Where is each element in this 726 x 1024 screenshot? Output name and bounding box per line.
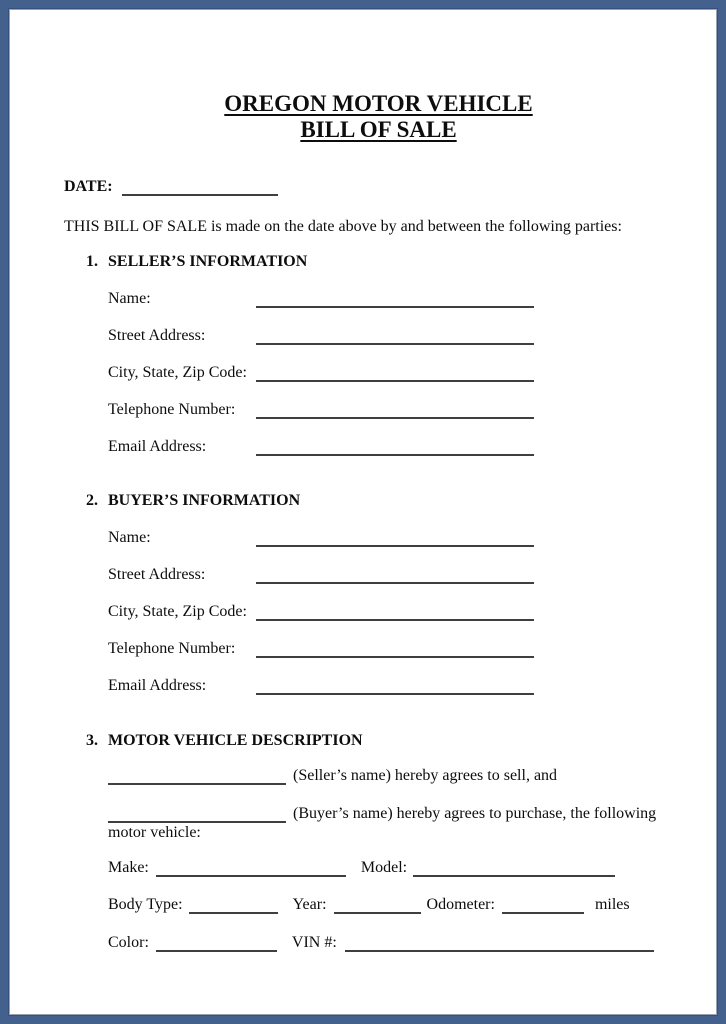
section-number: 3. [86, 732, 98, 749]
seller-city-state-zip-label: City, State, Zip Code: [108, 364, 247, 381]
miles-label: miles [594, 896, 630, 913]
year-line[interactable] [334, 895, 421, 914]
buyer-city-state-zip-label: City, State, Zip Code: [108, 603, 247, 620]
model-line[interactable] [413, 858, 615, 877]
seller-email-row [108, 437, 693, 456]
document-content [9, 91, 717, 952]
section-number: 2. [86, 492, 98, 509]
color-vin-row [108, 933, 693, 952]
body-type-line[interactable] [189, 895, 278, 914]
buyer-telephone-row [108, 639, 693, 658]
buyer-street-address-label: Street Address: [108, 566, 206, 583]
seller-telephone-label: Telephone Number: [108, 401, 236, 418]
body-type-label: Body Type: [108, 896, 183, 913]
seller-city-state-zip-row [108, 363, 693, 382]
date-line[interactable] [122, 177, 278, 196]
odometer-label: Odometer: [426, 896, 495, 913]
buyer-email-line[interactable] [256, 676, 534, 695]
seller-name-row [108, 289, 693, 308]
date-row [64, 177, 693, 196]
intro-paragraph: THIS BILL OF SALE is made on the date above by and between the following parties: [64, 218, 622, 235]
seller-street-address-label: Street Address: [108, 327, 206, 344]
section-number: 1. [86, 253, 98, 270]
buyer-clause-continuation: motor vehicle: [108, 824, 201, 841]
seller-telephone-line[interactable] [256, 400, 534, 419]
section-title: MOTOR VEHICLE DESCRIPTION [108, 732, 363, 749]
seller-city-state-zip-line[interactable] [256, 363, 534, 382]
make-line[interactable] [156, 858, 346, 877]
odometer-line[interactable] [502, 895, 584, 914]
model-label: Model: [360, 859, 408, 876]
section-title: SELLER’S INFORMATION [108, 253, 308, 270]
buyer-email-row [108, 676, 693, 695]
buyer-name-row [108, 528, 693, 547]
seller-email-line[interactable] [256, 437, 534, 456]
seller-fields [64, 289, 693, 456]
color-label: Color: [108, 934, 149, 951]
seller-name-clause-row [108, 766, 693, 785]
body-year-odometer-row [108, 895, 693, 914]
document-title [64, 91, 693, 143]
seller-name-blank-line[interactable] [108, 766, 286, 785]
buyer-street-address-row [108, 565, 693, 584]
vin-line[interactable] [345, 933, 654, 952]
seller-street-address-line[interactable] [256, 326, 534, 345]
buyer-email-label: Email Address: [108, 677, 207, 694]
make-model-row [108, 858, 693, 877]
buyer-city-state-zip-row [108, 602, 693, 621]
buyer-name-line[interactable] [256, 528, 534, 547]
buyer-clause-text: (Buyer’s name) hereby agrees to purchase, the following [293, 805, 657, 822]
section-title: BUYER’S INFORMATION [108, 492, 301, 509]
buyer-telephone-line[interactable] [256, 639, 534, 658]
section-heading-seller [86, 252, 693, 271]
section-heading-vehicle [86, 731, 693, 750]
make-label: Make: [108, 859, 149, 876]
document-page [8, 8, 718, 1016]
vin-label: VIN #: [291, 934, 337, 951]
buyer-telephone-label: Telephone Number: [108, 640, 236, 657]
seller-telephone-row [108, 400, 693, 419]
section-heading-buyer [86, 491, 693, 510]
buyer-name-blank-line[interactable] [108, 804, 286, 823]
seller-email-label: Email Address: [108, 438, 207, 455]
seller-name-label: Name: [108, 290, 151, 307]
buyer-fields [64, 528, 693, 695]
buyer-city-state-zip-line[interactable] [256, 602, 534, 621]
buyer-name-label: Name: [108, 529, 151, 546]
seller-name-line[interactable] [256, 289, 534, 308]
buyer-name-clause-row [108, 804, 693, 823]
year-label: Year: [292, 896, 327, 913]
buyer-street-address-line[interactable] [256, 565, 534, 584]
document-title-line2: BILL OF SALE [300, 117, 457, 142]
seller-street-address-row [108, 326, 693, 345]
date-label: DATE: [64, 178, 113, 195]
seller-clause-text: (Seller’s name) hereby agrees to sell, and [293, 767, 558, 784]
color-line[interactable] [156, 933, 277, 952]
document-title-line1: OREGON MOTOR VEHICLE [224, 91, 533, 116]
